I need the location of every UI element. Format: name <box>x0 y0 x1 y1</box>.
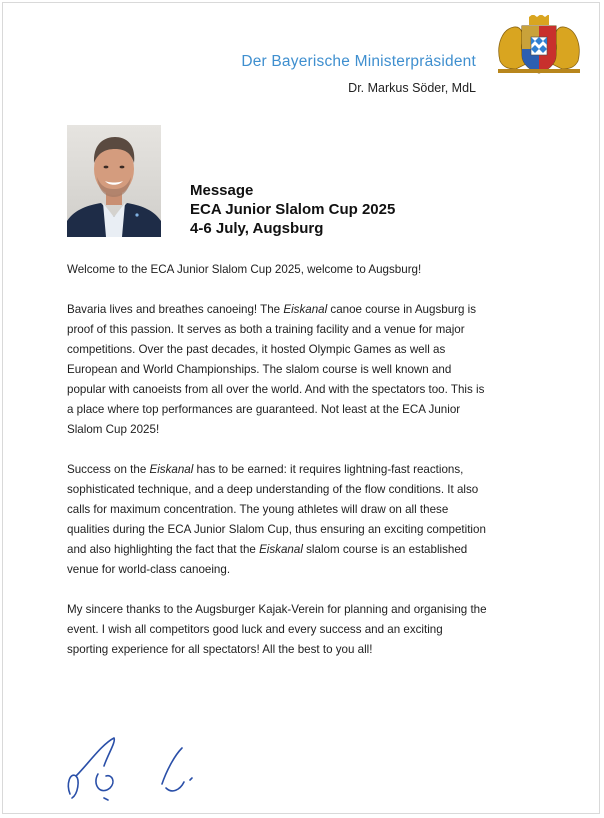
message-heading <box>190 181 395 238</box>
letter-paragraph-3: My sincere thanks to the Augsburger Kajak-Verein for planning and organising the event. I wish all competitors good luck and every success and an exciting sporting experience for all spectators! All the best to you all! <box>67 603 487 656</box>
emphasis-eiskanal: Eiskanal <box>149 463 194 476</box>
letter-paragraph-2 <box>67 460 487 580</box>
bavarian-coat-of-arms-icon <box>494 15 584 75</box>
heading-date-location: 4-6 July, Augsburg <box>190 220 324 237</box>
text-run: Bavaria lives and breathes canoeing! The <box>67 303 284 316</box>
text-run: slalom course is an established venue for world-class canoeing. <box>67 543 468 576</box>
office-title: Der Bayerische Ministerpräsident <box>241 53 476 70</box>
letter-greeting: Welcome to the ECA Junior Slalom Cup 2025, welcome to Augsburg! <box>67 263 422 276</box>
handwritten-signature <box>58 724 218 808</box>
text-run: has to be earned: it requires lightning-fast reactions, sophisticated technique, and a deep understanding of the flow conditions. It also calls for maximum concentration. The young athletes will draw on all these qualities during the ECA Junior Slalom Cup, thus ensuring an exciting competition and also highlighting the fact that the <box>67 463 486 556</box>
heading-event: ECA Junior Slalom Cup 2025 <box>190 201 396 218</box>
emphasis-eiskanal: Eiskanal <box>283 303 328 316</box>
emphasis-eiskanal: Eiskanal <box>259 543 303 556</box>
text-run: canoe course in Augsburg is proof of this passion. It serves as both a training facility and a venue for major competitions. Over the past decades, it hosted Olympic Games as well as European and World Championships. The slalom course is well known and popular with canoeists from all over the world. And with the spectators too. This is a place where top performances are guaranteed. Not least at the ECA Junior Slalom Cup 2025! <box>67 303 485 436</box>
letter-body <box>67 260 487 680</box>
office-holder-name: Dr. Markus Söder, MdL <box>348 81 476 95</box>
heading-label: Message <box>190 182 254 199</box>
letter-paragraph-1 <box>67 300 487 440</box>
portrait-photo <box>67 125 161 237</box>
text-run: Success on the <box>67 463 150 476</box>
